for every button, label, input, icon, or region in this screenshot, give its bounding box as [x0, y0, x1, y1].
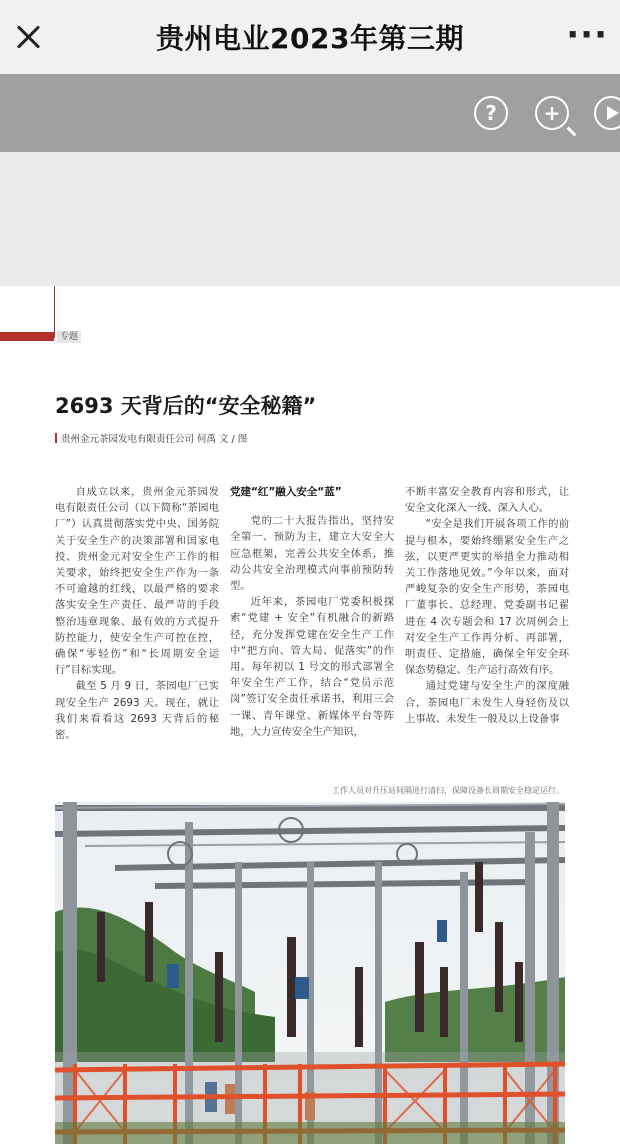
paragraph: “安全是我们开展各项工作的前提与根本，要始终绷紧安全生产之弦，以更严更实的举措全力推动相关工作落地见效。”今年以来，面对严峻复杂的安全生产形势，茶园电厂董事长、总经理、党委副书记翟进在 4 次专题会和 17 次周例会上对安全生产工作再分析、再部署，明责任、定措施，确保全年安全环保态势稳定、生产运行高效有序。: [405, 518, 569, 677]
paragraph: 不断丰富安全教育内容和形式，让安全文化深入一线、深入人心。: [405, 486, 569, 515]
substation-photo: [55, 802, 565, 1144]
section-subhead: 党建“红”融入安全“蓝”: [230, 486, 342, 498]
zoom-in-icon[interactable]: +: [535, 96, 569, 130]
page-gap: [0, 152, 620, 286]
text-column-3: [405, 484, 569, 727]
substation-photo-image: [55, 802, 565, 1144]
page-title: 贵州电业2023年第三期: [156, 22, 464, 55]
article-headline: 2693 天背后的“安全秘籍”: [55, 394, 317, 418]
play-icon[interactable]: [594, 96, 620, 130]
photo-caption: 工作人员对升压站间隔进行清扫，保障设备长周期安全稳定运行。: [332, 786, 564, 795]
top-bar: [0, 0, 620, 74]
paragraph: 通过党建与安全生产的深度融合，茶园电厂未发生人身轻伤及以上事故、未发生一般及以上设备事: [405, 680, 569, 725]
text-column-1: [55, 484, 219, 743]
article-byline: 贵州金元茶园发电有限责任公司 何禹 文 / 图: [55, 431, 247, 445]
decor-line: [54, 286, 55, 338]
section-tag: 专题: [57, 331, 81, 343]
text-column-2: [230, 484, 394, 740]
close-icon[interactable]: [14, 22, 44, 52]
paragraph: 自成立以来，贵州金元茶园发电有限责任公司（以下简称“茶园电厂”）认真贯彻落实党中央、国务院关于安全生产的决策部署和国家电投、贵州金元对安全生产工作的相关要求，始终把安全生产作为一条不可逾越的红线，以最严格的要求落实安全生产责任、最严苛的手段整治违章现象、最有效的方式提升防控能力，使安全生产可控在控，确保“零轻伤”和“长周期安全运行”目标实现。: [55, 486, 219, 677]
reader-toolbar: [0, 74, 620, 152]
more-options-icon[interactable]: ···: [566, 15, 608, 55]
decor-bar: [0, 332, 54, 341]
paragraph: 截至 5 月 9 日，茶园电厂已实现安全生产 2693 天。现在，就让我们来看看这 2693 天背后的秘密。: [55, 680, 219, 742]
help-icon[interactable]: ?: [474, 96, 508, 130]
magazine-page[interactable]: [0, 286, 620, 1144]
paragraph: 党的二十大报告指出，坚持安全第一、预防为主，建立大安全大应急框架，完善公共安全体系，推动公共安全治理模式向事前预防转型。: [230, 515, 394, 593]
paragraph: 近年来，茶园电厂党委积极探索“党建 + 安全”有机融合的新路径，充分发挥党建在安全生产工作中“把方向、管大局、促落实”的作用。每年初以 1 号文的形式部署全年安全生产工作，结合“党员示范岗”签订安全责任承诺书，利用三会一课、青年课堂、新媒体平台等阵地，大力宣传安全生产知识，: [230, 596, 394, 738]
